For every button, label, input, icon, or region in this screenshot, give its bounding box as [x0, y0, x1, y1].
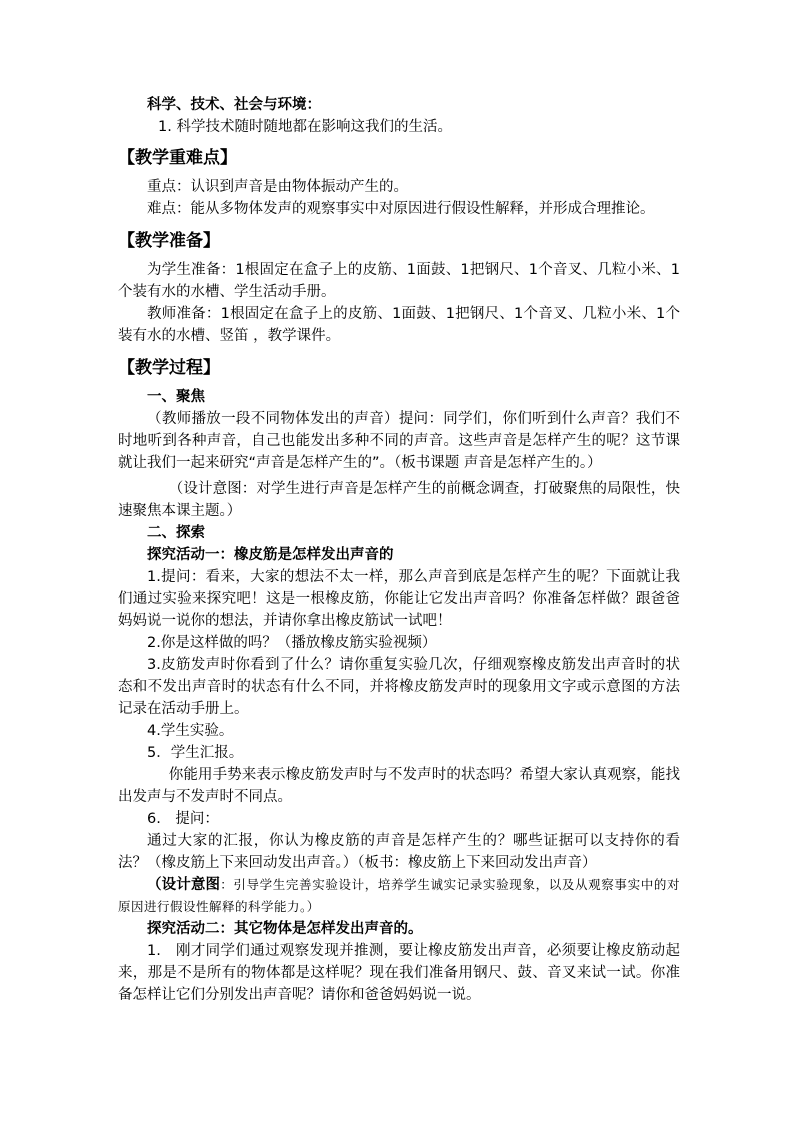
design-intent-label: （设计意图 [147, 877, 221, 893]
section-sts-item: 1. 科学技术随时随地都在影响这我们的生活。 [158, 119, 452, 135]
part2-title: 二、探索 [147, 525, 205, 541]
teacher-preparation: 教师准备：1根固定在盒子上的皮筋、1面鼓、1把钢尺、1个音叉、几粒小米、1个装有水的水槽、竖笛 ，教学课件。 [118, 306, 680, 344]
document-page [118, 94, 680, 1006]
activity1-step6-text: 通过大家的汇报，你认为橡皮筋的声音是怎样产生的？哪些证据可以支持你的看法？（橡皮筋上下来回动发出声音。）（板书：橡皮筋上下来回动发出声音） [118, 833, 680, 871]
activity1-step3: 3.皮筋发声时你看到了什么？请你重复实验几次，仔细观察橡皮筋发出声音时的状态和不发出声音时的状态有什么不同，并将橡皮筋发声时的现象用文字或示意图的方法记录在活动手册上。 [118, 657, 680, 717]
design-intent-text: ：引导学生完善实验设计，培养学生诚实记录实验现象，以及从观察事实中的对原因进行假设性解释的科学能力。） [118, 877, 680, 914]
activity1-step6: 6. 提问： [147, 811, 219, 827]
activity1-title: 探究活动一：橡皮筋是怎样发出声音的 [147, 547, 394, 563]
activity1-step4: 4.学生实验。 [147, 723, 234, 739]
part1-design-intent: （设计意图：对学生进行声音是怎样产生的前概念调查，打破聚焦的局限性，快速聚焦本课主题。） [118, 481, 680, 519]
process-heading: 【教学过程】 [118, 358, 220, 378]
part1-title: 一、聚焦 [147, 389, 205, 405]
activity1-step5-text: 你能用手势来表示橡皮筋发声时与不发声时的状态吗？希望大家认真观察，能找出发声与不发声时不同点。 [118, 767, 680, 805]
activity1-step5: 5．学生汇报。 [147, 745, 244, 761]
preparation-heading: 【教学准备】 [118, 231, 220, 251]
activity1-design-intent [118, 874, 680, 918]
section-sts-title: 科学、技术、社会与环境： [147, 97, 321, 113]
activity2-title: 探究活动二：其它物体是怎样发出声音的。 [147, 921, 423, 937]
key-point: 重点：认识到声音是由物体振动产生的。 [147, 179, 408, 195]
activity2-step1: 1. 刚才同学们通过观察发现并推测，要让橡皮筋发出声音，必须要让橡皮筋动起来，那是不是所有的物体都是这样呢？现在我们准备用钢尺、鼓、音叉来试一试。你准备怎样让它们分别发出声音呢？请你和爸爸妈妈说一说。 [118, 943, 680, 1003]
activity1-step2: 2.你是这样做的吗？（播放橡皮筋实验视频） [147, 635, 437, 651]
difficulty-heading: 【教学重难点】 [118, 148, 237, 168]
activity1-step1: 1.提问：看来，大家的想法不太一样，那么声音到底是怎样产生的呢？下面就让我们通过实验来探究吧！这是一根橡皮筋，你能让它发出声音吗？你准备怎样做？跟爸爸妈妈说一说你的想法，并请你拿出橡皮筋试一试吧！ [118, 569, 680, 629]
difficult-point: 难点：能从多物体发声的观察事实中对原因进行假设性解释，并形成合理推论。 [147, 201, 655, 217]
part1-text: （教师播放一段不同物体发出的声音）提问：同学们，你们听到什么声音？我们不时地听到各种声音，自己也能发出多种不同的声音。这些声音是怎样产生的呢？这节课就让我们一起来研究“声音是怎样产生的”。（板书课题 声音是怎样产生的。） [118, 411, 680, 471]
student-preparation: 为学生准备：1根固定在盒子上的皮筋、1面鼓、1把钢尺、1个音叉、几粒小米、1个装有水的水槽、学生活动手册。 [118, 262, 680, 300]
